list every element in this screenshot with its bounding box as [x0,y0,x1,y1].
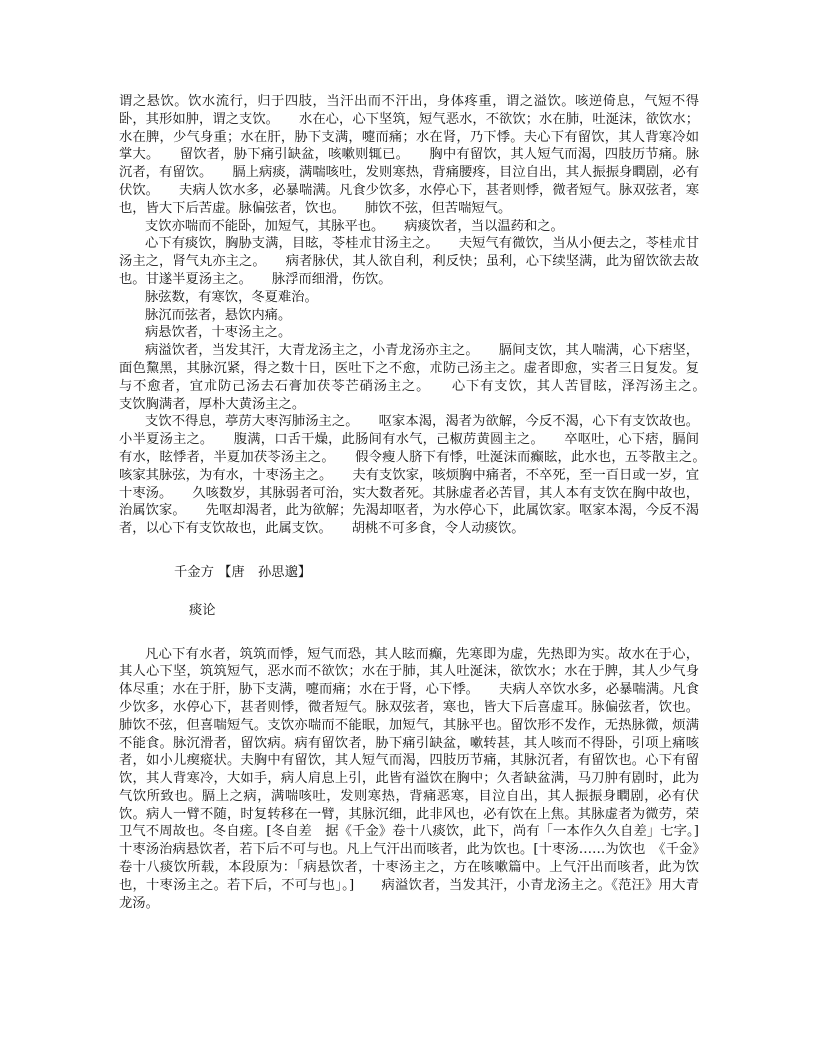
heading-spacer [119,582,699,602]
body-paragraph-3: 心下有痰饮，胸胁支满，目眩，苓桂朮甘汤主之。 夫短气有微饮，当从小便去之，苓桂朮甘汤主之，肾气丸亦主之。 病者脉伏，其人欲自利，利反快；虽利，心下续坚满，此为留饮欲去故也。甘遂半夏汤主之。 脉浮而细滑，伤饮。 [119,236,699,287]
chapter-paragraph-1: 凡心下有水者，筑筑而悸，短气而恐，其人眩而癫，先寒即为虚，先热即为实。故水在于心，其人心下坚，筑筑短气，恶水而不欲饮；水在于肺，其人吐涎沫，欲饮水；水在于脾，其人少气身体尽重；水在于肝，胁下支满，嚏而痛；水在于肾，心下悸。 夫病人卒饮水多，必暴喘满。凡食少饮多，水停心下，甚者则悸，微者短气。脉双弦者，寒也，皆大下后喜虚耳。脉偏弦者，饮也。肺饮不弦，但喜喘短气。支饮亦喘而不能眠，加短气，其脉平也。留饮形不发作，无热脉微，烦满不能食。脉沉滑者，留饮病。病有留饮者，胁下痛引缺盆，嗽转甚，其人咳而不得卧，引项上痛咳者，如小儿瘈瘲状。夫胸中有留饮，其人短气而渴，四肢历节痛，其脉沉者，有留饮也。心下有留饮，其人背寒冷，大如手，病人肩息上引，此皆有溢饮在胸中；久者缺盆满，马刀肿有剧时，此为气饮所致也。膈上之病，满喘咳吐，发则寒热，背痛恶寒，目泣自出，其人振振身瞤剧，必有伏饮。病人一臂不随，时复转移在一臂，其脉沉细，此非风也，必有饮在上焦。其脉虚者为微劳，荣卫气不周故也。冬自瘥。[冬自差 据《千金》卷十八痰饮，此下，尚有「一本作久久自差」七字。] 十枣汤治病悬饮者，若下后不可与也。凡上气汗出而咳者，此为饮也。[十枣汤……为饮也 《千金》卷十八痰饮所载，本段原为：「病悬饮者，十枣汤主之，方在咳嗽篇中。上气汗出而咳者，此为饮也，十枣汤主之。若下后，不可与也」。] 病溢饮者，当发其汗，小青龙汤主之。《范汪》用大青龙汤。 [119,646,726,911]
chapter-spacer [119,620,699,646]
chapter-heading: 痰论 [189,602,216,618]
body-paragraph-7: 病溢饮者，当发其汗，大青龙汤主之，小青龙汤亦主之。 膈间支饮，其人喘满，心下痞坚，面色黧黑，其脉沉紧，得之数十日，医吐下之不愈，朮防己汤主之。虚者即愈，实者三日复发。复与不愈者，宜朮防己汤去石膏加茯苓芒硝汤主之。 心下有支饮，其人苦冒眩，泽泻汤主之。 支饮胸满者，厚朴大黄汤主之。 [119,343,726,412]
document-page [119,93,726,912]
book-heading: 千金方 【唐 孙思邈】 [174,564,312,580]
body-paragraph-5: 脉沉而弦者，悬饮内痛。 [145,307,292,323]
body-paragraph-1: 谓之悬饮。饮水流行，归于四肢，当汗出而不汗出，身体疼重，谓之溢饮。咳逆倚息，气短不得卧，其形如肿，谓之支饮。 水在心，心下坚筑，短气恶水，不欲饮；水在肺，吐涎沫，欲饮水；水在脾，少气身重；水在肝，胁下支满，嚏而痛；水在肾，乃下悸。夫心下有留饮，其人背寒冷如掌大。 留饮者，胁下痛引缺盆，咳嗽则辄已。 胸中有留饮，其人短气而渴，四肢历节痛。脉沉者，有留饮。 膈上病痰，满喘咳吐，发则寒热，背痛腰疼，目泣自出，其人振振身瞤剧，必有伏饮。 夫病人饮水多，必暴喘满。凡食少饮多，水停心下，甚者则悸，微者短气。脉双弦者，寒也，皆大下后苦虚。脉偏弦者，饮也。 肺饮不弦，但苦喘短气。 [119,94,699,216]
body-paragraph-8: 支饮不得息，葶苈大枣泻肺汤主之。 呕家本渴，渴者为欲解，今反不渴，心下有支饮故也。小半夏汤主之。 腹满，口舌干燥，此肠间有水气，己椒苈黄圆主之。 卒呕吐，心下痞，膈间有水，眩悸者，半夏加茯苓汤主之。 假令瘦人脐下有悸，吐涎沫而癫眩，此水也，五苓散主之。 咳家其脉弦，为有水，十枣汤主之。 夫有支饮家，咳烦胸中痛者，不卒死，至一百日或一岁，宜十枣汤。 久咳数岁，其脉弱者可治，实大数者死。其脉虚者必苦冒，其人本有支饮在胸中故也，治属饮家。 先呕却渴者，此为欲解；先渴却呕者，为水停心下，此属饮家。呕家本渴，今反不渴者，以心下有支饮故也，此属支饮。 胡桃不可多食，令人动痰饮。 [119,414,726,537]
body-paragraph-4: 脉弦数，有寒饮，冬夏难治。 [145,289,318,305]
section-spacer [119,538,699,564]
body-paragraph-2: 支饮亦喘而不能卧，加短气，其脉平也。 病痰饮者，当以温药和之。 [145,218,564,234]
body-paragraph-6: 病悬饮者，十枣汤主之。 [145,325,292,341]
